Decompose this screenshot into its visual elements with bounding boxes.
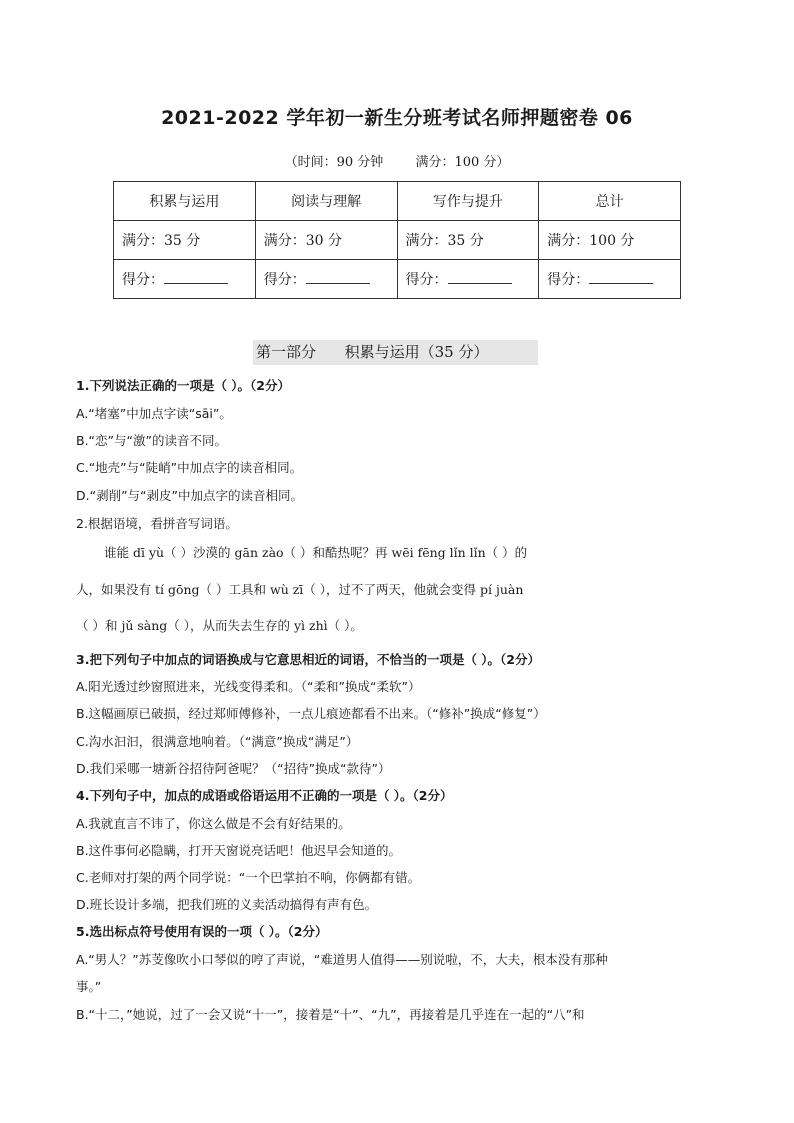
question-5-stem: 5.选出标点符号使用有误的一项（ ）。（2分） [76,924,328,939]
score-table-header-row [114,182,681,221]
full-score-cell: 满分：100 分 [539,221,681,260]
question-3-option-b[interactable]: B.这幅画原已破损，经过郑师傅修补，一点儿痕迹都看不出来。（“修补”换成“修复”） [76,706,546,721]
question-4-stem: 4.下列句子中，加点的成语或俗语运用不正确的一项是（ ）。（2分） [76,788,453,803]
score-table-header: 写作与提升 [397,182,539,221]
question-2-line: 人，如果没有 tí gōng（ ）工具和 wù zī（ ），过不了两天，他就会变得 pí juàn [76,582,524,597]
score-blank[interactable] [448,271,512,284]
score-blank[interactable] [589,271,653,284]
full-score-cell: 满分：30 分 [255,221,397,260]
got-score-label: 得分： [122,272,164,288]
question-2-line: 谁能 dī yù（ ）沙漠的 gān zào（ ）和酷热呢？再 wēi fēng lǐn lǐn（ ）的 [104,545,528,560]
score-blank[interactable] [164,271,228,284]
question-1-option-b[interactable]: B.“恋”与“激”的读音不同。 [76,433,227,448]
exam-time: （时间：90 分钟 [284,155,384,170]
score-table [113,181,681,299]
question-3-option-a[interactable]: A.阳光透过纱窗照进来，光线变得柔和。（“柔和”换成“柔软”） [76,679,421,694]
score-blank[interactable] [306,271,370,284]
question-3-stem: 3.把下列句子中加点的词语换成与它意思相近的词语，不恰当的一项是（ ）。（2分） [76,652,540,667]
question-4-option-c[interactable]: C.老师对打架的两个同学说：“一个巴掌拍不响，你俩都有错。 [76,870,421,885]
score-table-header: 积累与运用 [114,182,256,221]
full-score-cell: 满分：35 分 [114,221,256,260]
score-table-got-row [114,260,681,299]
question-4-option-b[interactable]: B.这件事何必隐瞒，打开天窗说亮话吧！他迟早会知道的。 [76,843,402,858]
score-table-header: 总计 [539,182,681,221]
question-1-option-c[interactable]: C.“地壳”与“陡峭”中加点字的读音相同。 [76,460,303,475]
got-score-cell[interactable] [114,260,256,299]
got-score-label: 得分： [263,272,306,288]
got-score-cell[interactable] [255,260,397,299]
section-heading: 第一部分 积累与运用（35 分） [253,340,538,365]
score-table-header: 阅读与理解 [255,182,397,221]
question-3-option-d[interactable]: D.我们采哪一塘新谷招待阿爸呢？（“招待”换成“款待”） [76,761,391,776]
full-score-cell: 满分：35 分 [397,221,539,260]
got-score-cell[interactable] [539,260,681,299]
question-2-line: （ ）和 jǔ sàng（ ），从而失去生存的 yì zhì（ ）。 [76,618,363,633]
question-4-option-d[interactable]: D.班长设计多端，把我们班的义卖活动搞得有声有色。 [76,897,378,912]
question-5-option-a-cont: 事。” [76,979,102,994]
question-2-stem: 2.根据语境，看拼音写词语。 [76,516,238,531]
question-4-option-a[interactable]: A.我就直言不讳了，你这么做是不会有好结果的。 [76,816,351,831]
question-1-option-a[interactable]: A.“堵塞”中加点字读“sāi”。 [76,406,232,421]
exam-subtitle [0,151,794,170]
question-5-option-a[interactable]: A.“男人？”苏芰像吹小口琴似的哼了声说，“难道男人值得——别说啦，不，大夫，根本没有那种 [76,952,608,967]
page-title: 2021-2022 学年初一新生分班考试名师押题密卷 06 [161,107,633,129]
exam-full-score: 满分：100 分） [415,155,510,170]
got-score-label: 得分： [547,272,590,288]
question-1-stem: 1.下列说法正确的一项是（ ）。（2分） [76,378,290,393]
got-score-label: 得分： [405,272,448,288]
question-1-option-d[interactable]: D.“剥削”与“剥皮”中加点字的读音相同。 [76,488,304,503]
question-5-option-b[interactable]: B.“十二，”她说，过了一会又说“十一”，接着是“十”、“九”，再接着是几乎连在一起的“八”和 [76,1007,585,1022]
score-table-full-row [114,221,681,260]
got-score-cell[interactable] [397,260,539,299]
question-3-option-c[interactable]: C.沟水汩汩，很满意地响着。（“满意”换成“满足”） [76,734,359,749]
